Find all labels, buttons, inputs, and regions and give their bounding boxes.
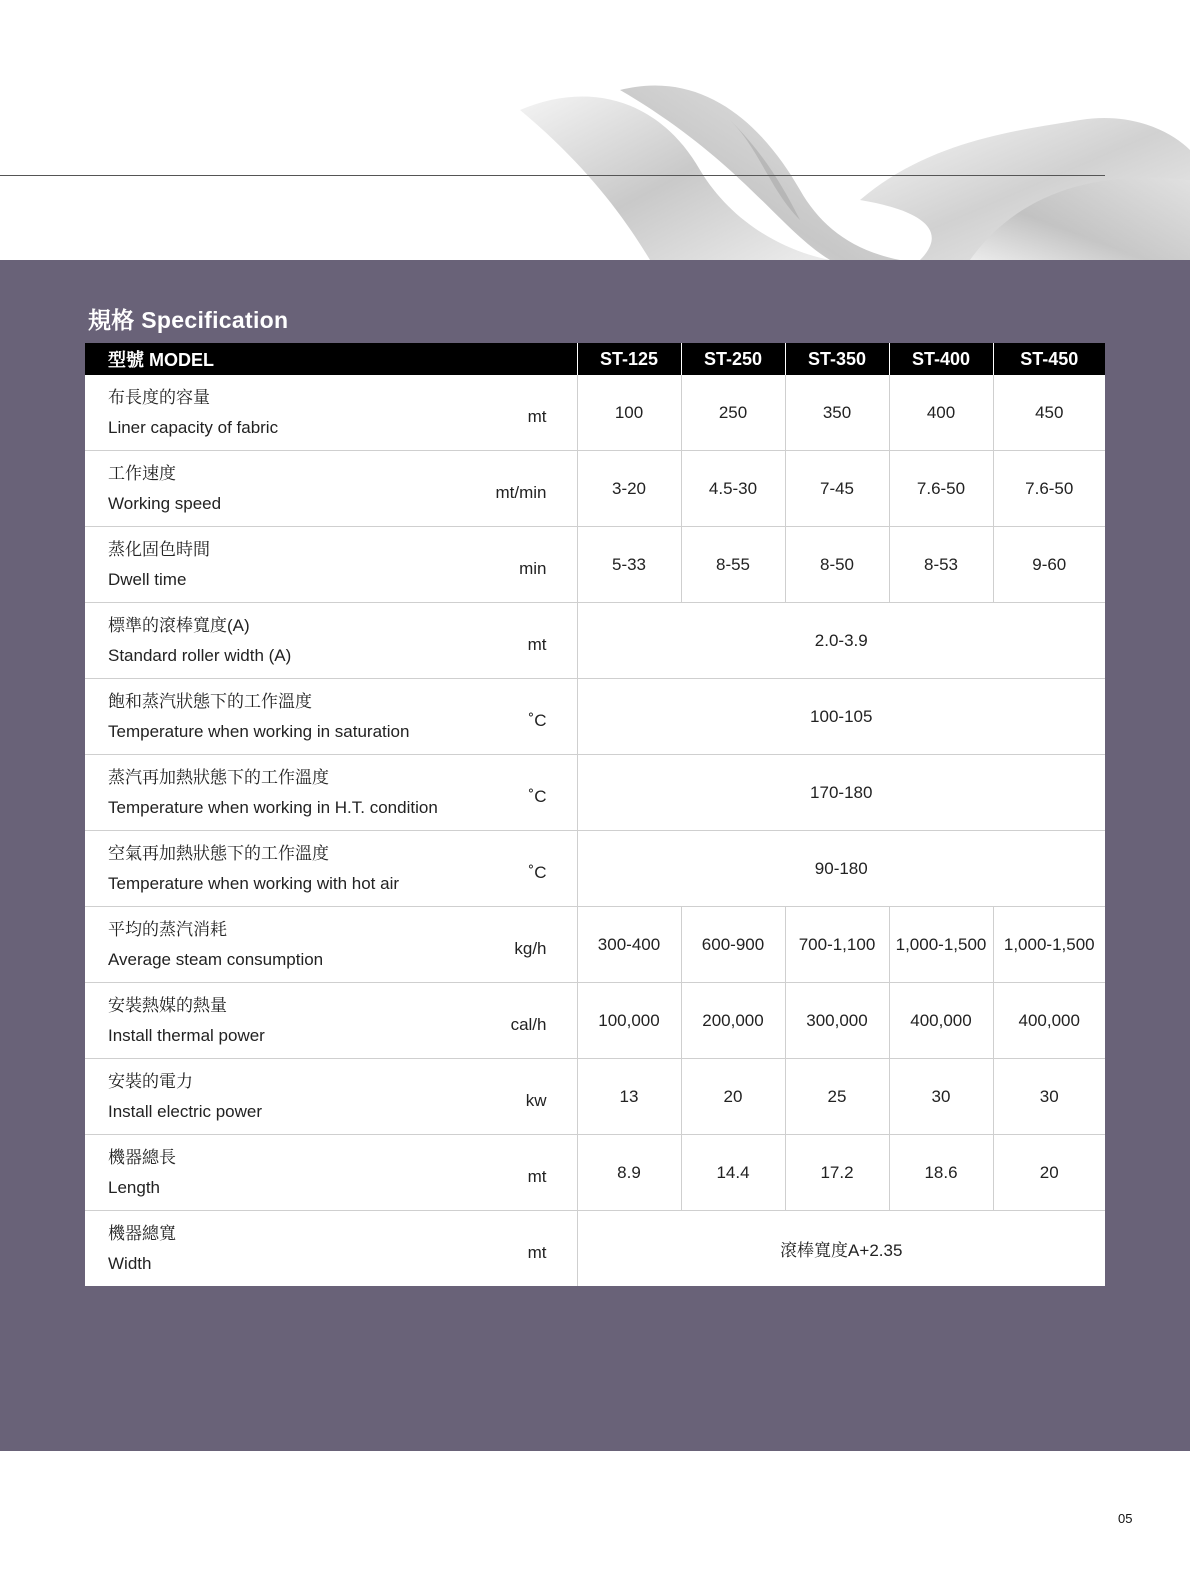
row-label (85, 1135, 485, 1211)
row-label-zh: 標準的滾棒寬度(A) (108, 615, 250, 635)
row-unit: ˚C (485, 679, 577, 755)
row-unit: mt (485, 1135, 577, 1211)
table-cell: 3-20 (577, 451, 681, 527)
row-label (85, 603, 485, 679)
row-label-zh: 工作速度 (108, 463, 176, 483)
table-cell: 25 (785, 1059, 889, 1135)
row-label-en: Liner capacity of fabric (108, 417, 279, 437)
table-cell: 7.6-50 (889, 451, 993, 527)
row-unit: mt (485, 1211, 577, 1287)
header-decoration-area (0, 0, 1190, 260)
row-label-en: Length (108, 1177, 160, 1197)
model-column-header: ST-400 (889, 343, 993, 375)
table-row (85, 375, 1105, 451)
row-label-zh: 空氣再加熱狀態下的工作溫度 (108, 843, 329, 863)
table-row (85, 907, 1105, 983)
row-unit: min (485, 527, 577, 603)
table-cell: 5-33 (577, 527, 681, 603)
row-label (85, 755, 485, 831)
row-label (85, 1059, 485, 1135)
table-row (85, 679, 1105, 755)
table-cell: 30 (889, 1059, 993, 1135)
row-unit: cal/h (485, 983, 577, 1059)
row-label-en: Average steam consumption (108, 949, 324, 969)
table-row (85, 527, 1105, 603)
row-label (85, 451, 485, 527)
table-cell: 350 (785, 375, 889, 451)
table-cell: 8-55 (681, 527, 785, 603)
table-cell: 8-53 (889, 527, 993, 603)
table-cell: 400,000 (993, 983, 1105, 1059)
fabric-swirl-graphic (500, 60, 1190, 260)
table-cell-merged: 170-180 (577, 755, 1105, 831)
row-label-zh: 布長度的容量 (108, 387, 210, 407)
table-cell: 17.2 (785, 1135, 889, 1211)
table-row (85, 831, 1105, 907)
table-cell: 8.9 (577, 1135, 681, 1211)
table-cell: 4.5-30 (681, 451, 785, 527)
header-rule-line (0, 175, 1105, 176)
table-cell: 100,000 (577, 983, 681, 1059)
row-unit: ˚C (485, 755, 577, 831)
row-label-zh: 安裝的電力 (108, 1071, 193, 1091)
row-label-zh: 機器總寬 (108, 1223, 176, 1243)
row-label (85, 679, 485, 755)
table-cell: 1,000-1,500 (993, 907, 1105, 983)
row-label-en: Standard roller width (A) (108, 645, 292, 665)
table-cell: 700-1,100 (785, 907, 889, 983)
row-label-zh: 安裝熱媒的熱量 (108, 995, 227, 1015)
table-cell: 100 (577, 375, 681, 451)
row-unit: kw (485, 1059, 577, 1135)
model-header-label: 型號 MODEL (85, 343, 577, 375)
table-cell: 8-50 (785, 527, 889, 603)
row-label-zh: 蒸化固色時間 (108, 539, 210, 559)
row-label-en: Dwell time (108, 569, 187, 589)
row-unit: ˚C (485, 831, 577, 907)
table-cell-merged: 滾棒寬度A+2.35 (577, 1211, 1105, 1287)
table-row (85, 983, 1105, 1059)
specification-table (85, 343, 1105, 1286)
table-cell: 9-60 (993, 527, 1105, 603)
row-label-zh: 飽和蒸汽狀態下的工作溫度 (108, 691, 312, 711)
table-row (85, 603, 1105, 679)
row-unit: mt (485, 603, 577, 679)
table-cell: 14.4 (681, 1135, 785, 1211)
table-cell: 450 (993, 375, 1105, 451)
table-cell: 300,000 (785, 983, 889, 1059)
row-label-en: Temperature when working in H.T. condition (108, 797, 438, 817)
table-row (85, 1135, 1105, 1211)
table-row (85, 1211, 1105, 1287)
row-label-zh: 蒸汽再加熱狀態下的工作溫度 (108, 767, 329, 787)
row-label (85, 983, 485, 1059)
table-cell-merged: 90-180 (577, 831, 1105, 907)
row-label-en: Temperature when working with hot air (108, 873, 400, 893)
row-label-zh: 平均的蒸汽消耗 (108, 919, 227, 939)
row-unit: mt/min (485, 451, 577, 527)
model-column-header: ST-350 (785, 343, 889, 375)
table-cell: 18.6 (889, 1135, 993, 1211)
model-column-header: ST-250 (681, 343, 785, 375)
table-cell: 7.6-50 (993, 451, 1105, 527)
row-label-en: Install thermal power (108, 1025, 265, 1045)
row-label (85, 1211, 485, 1287)
section-title: 規格 Specification (88, 307, 289, 333)
model-column-header: ST-450 (993, 343, 1105, 375)
row-label (85, 907, 485, 983)
table-cell: 200,000 (681, 983, 785, 1059)
row-unit: mt (527, 406, 547, 426)
model-column-header: ST-125 (577, 343, 681, 375)
table-cell: 20 (681, 1059, 785, 1135)
table-cell: 400 (889, 375, 993, 451)
table-row (85, 1059, 1105, 1135)
row-label-zh: 機器總長 (108, 1147, 176, 1167)
table-cell: 300-400 (577, 907, 681, 983)
row-label-en: Width (108, 1253, 152, 1273)
row-label-en: Install electric power (108, 1101, 263, 1121)
table-cell: 400,000 (889, 983, 993, 1059)
table-cell: 30 (993, 1059, 1105, 1135)
page-number: 05 (1118, 1511, 1133, 1526)
row-label (85, 527, 485, 603)
table-cell: 13 (577, 1059, 681, 1135)
table-row (85, 451, 1105, 527)
row-label (85, 831, 485, 907)
row-unit: kg/h (485, 907, 577, 983)
table-header-row (85, 343, 1105, 375)
row-label-en: Working speed (108, 493, 222, 513)
row-label (85, 375, 485, 451)
table-row (85, 755, 1105, 831)
table-cell: 7-45 (785, 451, 889, 527)
table-cell-merged: 2.0-3.9 (577, 603, 1105, 679)
row-label-en: Temperature when working in saturation (108, 721, 410, 741)
table-cell: 1,000-1,500 (889, 907, 993, 983)
table-cell: 250 (681, 375, 785, 451)
table-cell: 20 (993, 1135, 1105, 1211)
table-cell-merged: 100-105 (577, 679, 1105, 755)
table-cell: 600-900 (681, 907, 785, 983)
